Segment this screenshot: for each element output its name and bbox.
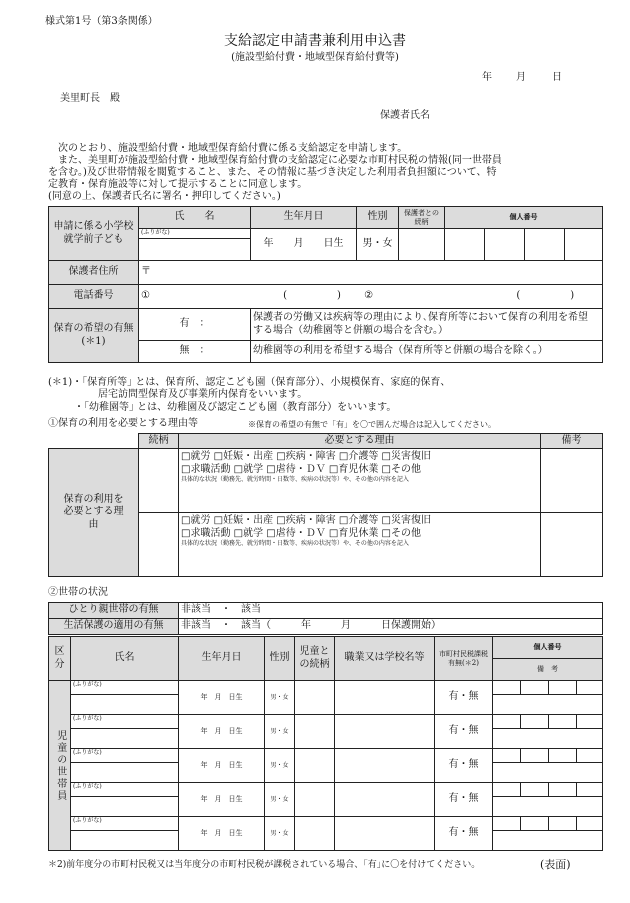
page-side: (表面) [540,858,571,871]
member-furigana[interactable]: (ふりがな) [71,817,179,831]
member-remarks[interactable] [493,729,603,749]
phone-1-mark: ① [141,290,150,302]
col-sex: 性別 [357,207,399,229]
hope-yes-text-1: 保護者の労働又は疾病等の理由により､保育所等において保育の利用を希望 [253,312,588,323]
phone-field[interactable] [139,285,603,309]
members-col-id: 個人番号 [493,637,603,659]
hope-no-text: 幼稚園等の利用を希望する場合（保育所等と併願の場合を除く。） [251,341,603,363]
member-remarks[interactable] [493,831,603,851]
intro-line-4: 定教育・保育施設等に対して提示することに同意します。 [48,179,308,190]
intro-line-1: 次のとおり、施設型給付費・地域型保育給付費に係る支給認定を申請します。 [58,143,408,154]
section1-note: ※保育の希望の有無で「有」を〇で囲んだ場合は記入してください。 [248,420,496,429]
reason-remarks-2[interactable] [541,513,603,577]
member-id-2[interactable] [521,817,549,831]
col-birth: 生年月日 [251,207,357,229]
member-id-3[interactable] [549,681,577,695]
child-name-field[interactable] [139,239,251,261]
hope-no[interactable]: 無 ： [139,341,251,363]
member-birth[interactable]: 年 月 日生 [179,783,265,817]
reason-block-1[interactable] [179,449,541,513]
member-birth[interactable]: 年 月 日生 [179,817,265,851]
consent-note: (同意の上、保護者氏名に署名・押印してください。) [48,191,281,202]
member-job[interactable] [335,749,435,783]
member-id-1[interactable] [493,749,521,763]
member-tax[interactable]: 有・無 [435,715,493,749]
hope-yes[interactable]: 有 ： [139,309,251,341]
member-relation[interactable] [295,749,335,783]
members-col-birth: 生年月日 [179,637,265,681]
hope-yes-text [251,309,603,341]
member-sex[interactable]: 男・女 [265,783,295,817]
welfare-label: 生活保護の適用の有無 [49,619,179,635]
postal-mark: 〒 [141,266,151,278]
reason-remarks-1[interactable] [541,449,603,513]
member-furigana[interactable]: (ふりがな) [71,783,179,797]
member-furigana[interactable]: (ふりがな) [71,715,179,729]
member-name[interactable] [71,729,179,749]
reason-col-reason: 必要とする理由 [179,434,541,449]
member-name[interactable] [71,695,179,715]
form-number: 様式第1号（第3条関係） [45,16,158,27]
member-id-1[interactable] [493,681,521,695]
col-name: 氏 名 [139,207,251,229]
member-tax[interactable]: 有・無 [435,783,493,817]
date-day: 日 [552,72,562,83]
member-remarks[interactable] [493,763,603,783]
child-table [48,206,603,363]
reason-col-remarks: 備考 [541,434,603,449]
section2-title: ②世帯の状況 [48,587,108,598]
col-relation: 保護者との続柄 [399,207,445,229]
member-job[interactable] [335,715,435,749]
members-label: 児童の世帯員 [49,681,71,851]
single-parent-label: ひとり親世帯の有無 [49,603,179,619]
member-id-4[interactable] [577,681,603,695]
members-table [48,636,603,851]
member-id-1[interactable] [493,783,521,797]
address-field[interactable] [139,261,603,285]
member-birth[interactable]: 年 月 日生 [179,681,265,715]
member-id-3[interactable] [549,715,577,729]
reason-table [48,433,603,577]
member-id-2[interactable] [521,715,549,729]
child-id-4[interactable] [565,229,603,261]
reason-checks-2a[interactable]: □就労 □妊娠・出産 □疾病・障害 □介護等 □災害復旧 [181,515,431,526]
member-sex[interactable]: 男・女 [265,681,295,715]
member-job[interactable] [335,681,435,715]
reason-relation-1[interactable] [139,449,179,513]
member-relation[interactable] [295,783,335,817]
welfare-value[interactable]: 非該当 ・ 該当（ 年 月 日保護開始） [179,619,603,635]
intro-line-2: また、美里町が施設型給付費・地域型保育給付費の支給認定に必要な市町村民税の情報(同一世帯員 [58,155,502,166]
col-id: 個人番号 [445,207,603,229]
member-id-2[interactable] [521,681,549,695]
single-parent-value[interactable]: 非該当 ・ 該当 [179,603,603,619]
child-id-2[interactable] [485,229,525,261]
member-id-3[interactable] [549,817,577,831]
member-id-1[interactable] [493,817,521,831]
member-tax[interactable]: 有・無 [435,817,493,851]
child-birth[interactable]: 年 月 日生 [251,229,357,261]
member-sex[interactable]: 男・女 [265,817,295,851]
member-furigana[interactable]: (ふりがな) [71,681,179,695]
addressee: 美里町長 殿 [60,93,120,104]
reason-detail-1: 具体的な状況（勤務先、就労時間・日数等、疾病の状況等）や、その他の内容を記入 [181,476,409,483]
members-col-sex: 性別 [265,637,295,681]
reason-checks-1a[interactable]: □就労 □妊娠・出産 □疾病・障害 □介護等 □災害復旧 [181,451,431,462]
member-sex[interactable]: 男・女 [265,749,295,783]
reason-checks-1b[interactable]: □求職活動 □就学 □虐待・ＤＶ □育児休業 □その他 [181,463,421,475]
members-col-tax: 市町村民税課税有無(＊2) [435,637,493,681]
reason-checks-2b[interactable]: □求職活動 □就学 □虐待・ＤＶ □育児休業 □その他 [181,527,421,539]
reason-col-relation: 続柄 [139,434,179,449]
member-id-3[interactable] [549,783,577,797]
member-relation[interactable] [295,681,335,715]
member-relation[interactable] [295,715,335,749]
date-month: 月 [516,72,526,83]
member-id-2[interactable] [521,749,549,763]
hope-label: 保育の希望の有無(＊1) [49,309,139,363]
phone-label: 電話番号 [49,285,139,309]
phone-1-paren: ( ) [283,290,341,302]
members-col-job: 職業又は学校名等 [335,637,435,681]
section1-title: ①保育の利用を必要とする理由等 [48,418,198,429]
guardian-name-label: 保護者氏名 [380,110,430,121]
household-status-table [48,602,603,635]
reason-row-label: 保育の利用を必要とする理由 [49,449,139,577]
member-id-2[interactable] [521,783,549,797]
member-remarks[interactable] [493,797,603,817]
member-job[interactable] [335,817,435,851]
member-id-3[interactable] [549,749,577,763]
member-id-4[interactable] [577,715,603,729]
member-id-4[interactable] [577,783,603,797]
member-tax[interactable]: 有・無 [435,681,493,715]
hope-yes-text-2: する場合（幼稚園等と併願の場合を含む。） [253,324,448,336]
form-title: 支給認定申請書兼利用申込書 [224,33,406,49]
members-col-name: 氏名 [71,637,179,681]
reason-relation-2[interactable] [139,513,179,577]
intro-line-3: を含む。)及び世帯情報を閲覧すること、また、その情報に基づき決定した利用者負担額について、特 [48,167,497,178]
address-label: 保護者住所 [49,261,139,285]
reason-detail-2: 具体的な状況（勤務先、就労時間・日数等、疾病の状況等）や、その他の内容を記入 [181,540,409,547]
form-subtitle: (施設型給付費・地域型保育給付費等) [231,52,399,63]
member-birth[interactable]: 年 月 日生 [179,715,265,749]
child-id-1[interactable] [445,229,485,261]
member-job[interactable] [335,783,435,817]
member-id-4[interactable] [577,817,603,831]
members-col-relation: 児童との続柄 [295,637,335,681]
member-id-4[interactable] [577,749,603,763]
member-name[interactable] [71,797,179,817]
member-name[interactable] [71,831,179,851]
phone-2-paren: ( ) [516,290,575,302]
member-birth[interactable]: 年 月 日生 [179,749,265,783]
footnote2: ＊2)前年度分の市町村民税又は当年度分の市町村民税が課税されている場合、｢有｣に〇を付けてください。 [48,860,481,870]
member-name[interactable] [71,763,179,783]
member-remarks[interactable] [493,695,603,715]
child-furigana[interactable]: (ふりがな) [139,229,251,239]
child-id-3[interactable] [525,229,565,261]
child-relation-cell[interactable] [399,229,445,261]
member-furigana[interactable]: (ふりがな) [71,749,179,763]
member-sex[interactable]: 男・女 [265,715,295,749]
phone-2-mark: ② [364,290,374,302]
reason-block-2[interactable] [179,513,541,577]
member-tax[interactable]: 有・無 [435,749,493,783]
child-row-label: 申請に係る小学校就学前子ども [49,207,139,261]
member-relation[interactable] [295,817,335,851]
members-col-class: 区分 [49,637,71,681]
footnote1-line-3: ・｢幼稚園等｣ とは、幼稚園及び認定こども園（教育部分）をいいます。 [74,402,397,413]
footnote1-line-2: 居宅訪問型保育及び事業所内保育をいいます。 [98,389,308,400]
child-sex[interactable]: 男・女 [357,229,399,261]
date-year: 年 [482,72,492,83]
members-col-remarks: 備 考 [493,659,603,681]
member-id-1[interactable] [493,715,521,729]
footnote1-line-1: (＊1)・｢保育所等｣ とは、保育所、認定こども園（保育部分）、小規模保育、家庭的保育、 [48,377,451,388]
